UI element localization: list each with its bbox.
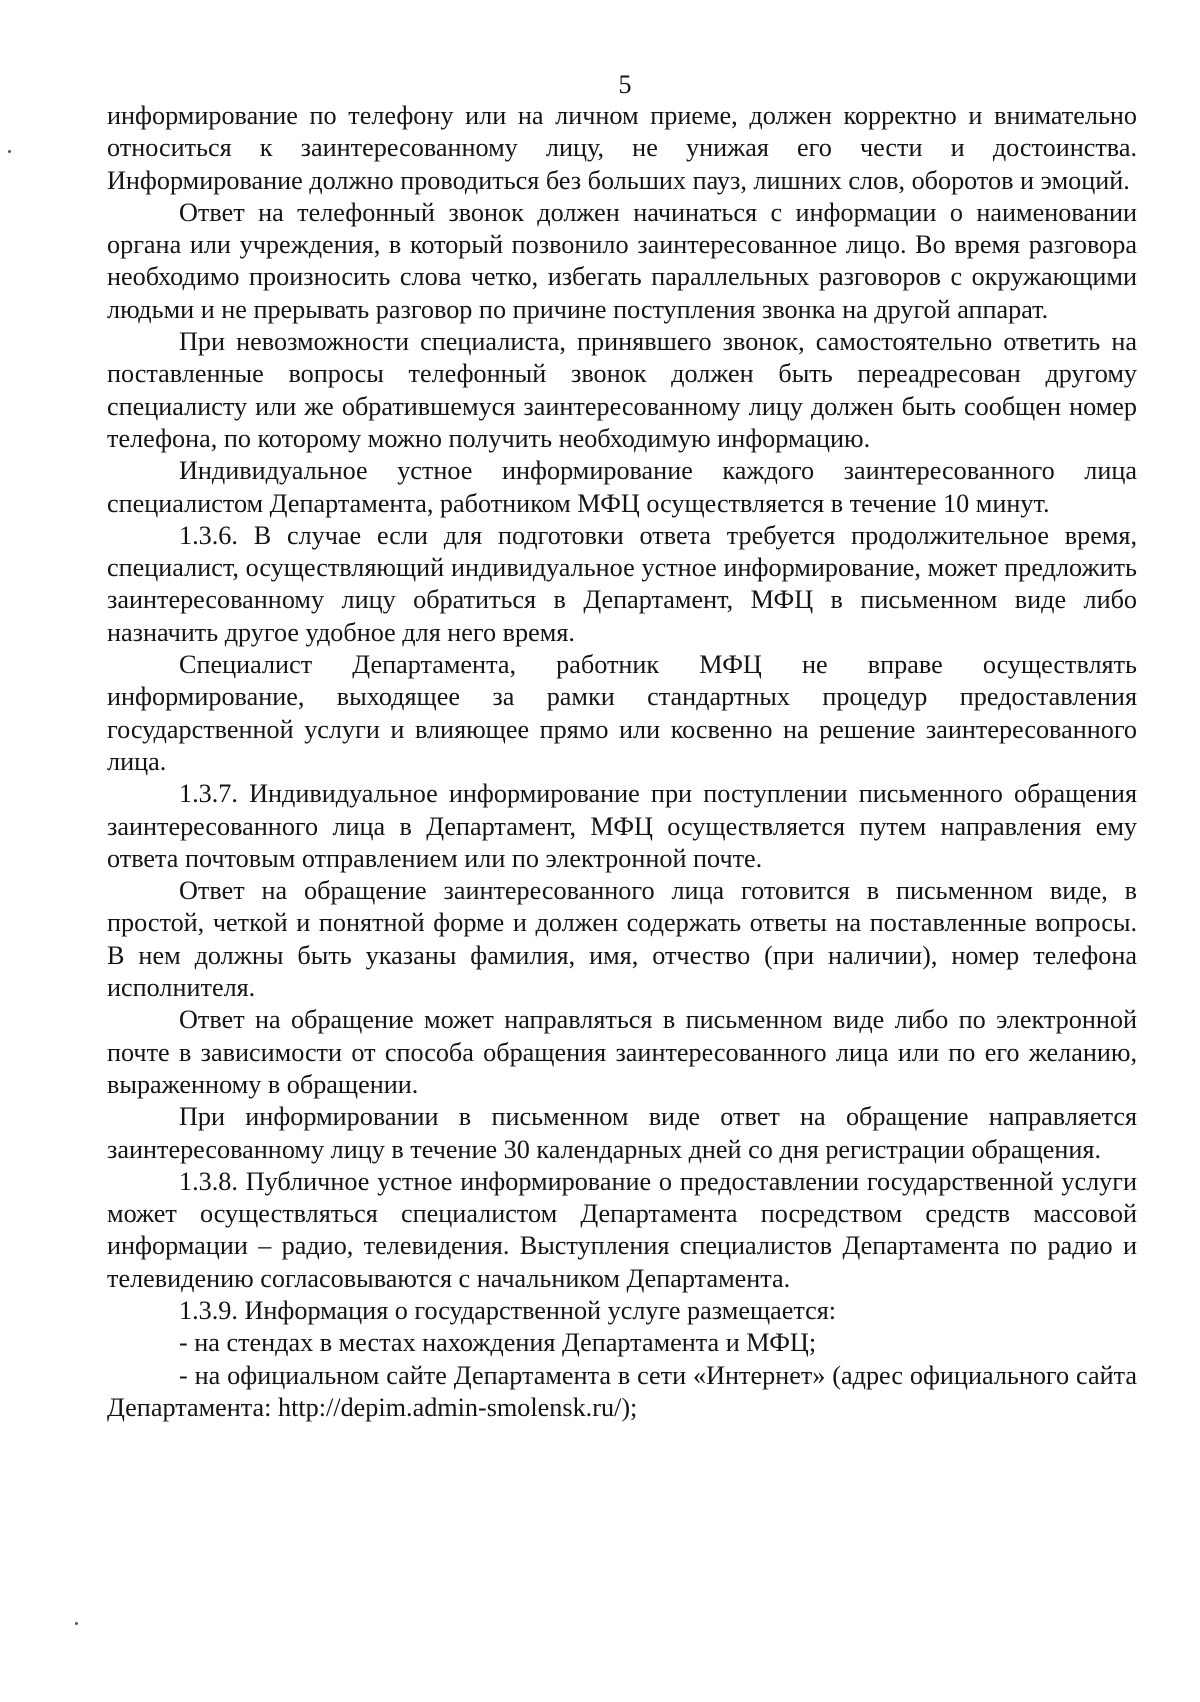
paragraph-continued-informing: информирование по телефону или на личном приеме, должен корректно и внимательно относиться к заинтересованному лицу, не унижая его чести и достоинства. Информирование должно проводиться без больших пауз, лишних слов, оборотов и эмоций.	[107, 101, 1137, 195]
paragraph-oral-informing-duration: Индивидуальное устное информирование каждого заинтересованного лица специалистом Департамента, работником МФЦ осуществляется в течение 10 минут.	[107, 456, 1137, 518]
scan-speck	[8, 150, 11, 153]
paragraph-call-redirect: При невозможности специалиста, принявшего звонок, самостоятельно ответить на поставленные вопросы телефонный звонок должен быть переадресован другому специалисту или же обратившемуся заинтересованному лицу должен быть сообщен номер телефона, по которому можно получить необходимую информацию.	[107, 327, 1137, 453]
list-item-website: - на официальном сайте Департамента в сети «Интернет» (адрес официального сайта Департамента: http://depim.admin-smolensk.ru/);	[107, 1360, 1137, 1422]
paragraph-1-3-7: 1.3.7. Индивидуальное информирование при поступлении письменного обращения заинтересованного лица в Департамент, МФЦ осуществляется путем направления ему ответа почтовым отправлением или по электронной почте.	[107, 779, 1137, 873]
paragraph-answer-deadline: При информировании в письменном виде ответ на обращение направляется заинтересованному лицу в течение 30 календарных дней со дня регистрации обращения.	[107, 1102, 1137, 1164]
paragraph-specialist-limits: Специалист Департамента, работник МФЦ не вправе осуществлять информирование, выходящее за рамки стандартных процедур предоставления государственной услуги и влияющее прямо или косвенно на решение заинтересованного лица.	[107, 650, 1137, 776]
paragraph-1-3-8: 1.3.8. Публичное устное информирование о предоставлении государственной услуги может осуществляться специалистом Департамента посредством средств массовой информации – радио, телевидения. Выступления специалистов Департамента по радио и телевидению согласовываются с начальником Департамента.	[107, 1166, 1137, 1293]
paragraph-phone-answer: Ответ на телефонный звонок должен начинаться с информации о наименовании органа или учреждения, в который позвонило заинтересованное лицо. Во время разговора необходимо произносить слова четко, избегать параллельных разговоров с окружающими людьми и не прерывать разговор по причине поступления звонка на другой аппарат.	[107, 197, 1137, 324]
list-item-stands: - на стендах в местах нахождения Департамента и МФЦ;	[179, 1328, 817, 1358]
scan-speck	[75, 1622, 78, 1625]
document-body	[107, 100, 1137, 1424]
paragraph-written-answer: Ответ на обращение заинтересованного лица готовится в письменном виде, в простой, четкой и понятной форме и должен содержать ответы на поставленные вопросы. В нем должны быть указаны фамилия, имя, отчество (при наличии), номер телефона исполнителя.	[107, 876, 1137, 1003]
paragraph-1-3-6: 1.3.6. В случае если для подготовки ответа требуется продолжительное время, специалист, осуществляющий индивидуальное устное информирование, может предложить заинтересованному лицу обратиться в Департамент, МФЦ в письменном виде либо назначить другое удобное для него время.	[107, 520, 1137, 647]
paragraph-answer-delivery: Ответ на обращение может направляться в письменном виде либо по электронной почте в зависимости от способа обращения заинтересованного лица или по его желанию, выраженному в обращении.	[107, 1005, 1137, 1099]
paragraph-1-3-9: 1.3.9. Информация о государственной услуге размещается:	[179, 1295, 837, 1325]
page-number: 5	[618, 70, 632, 99]
